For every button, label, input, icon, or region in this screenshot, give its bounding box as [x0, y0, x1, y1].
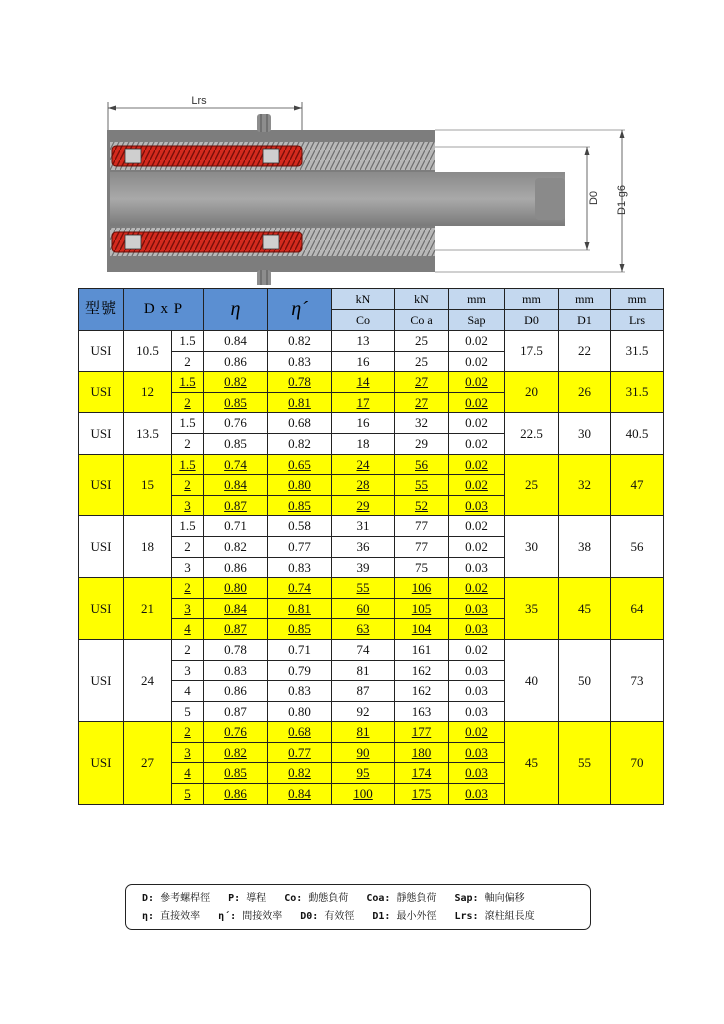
diameter-cell: 10.5 — [124, 331, 172, 372]
header-sub: Sap — [449, 310, 505, 331]
coa-cell: 175 — [395, 784, 449, 805]
legend-item: D1: 最小外徑 — [372, 911, 437, 922]
eta-prime-cell: 0.80 — [268, 701, 332, 722]
header-unit: mm — [505, 289, 559, 310]
eta-cell: 0.85 — [204, 392, 268, 413]
legend-item: D0: 有效徑 — [300, 911, 355, 922]
coa-cell: 174 — [395, 763, 449, 784]
pitch-cell: 3 — [172, 660, 204, 681]
lrs-cell: 64 — [611, 578, 664, 640]
table-row — [79, 331, 664, 352]
pitch-cell: 1.5 — [172, 372, 204, 393]
pitch-cell: 3 — [172, 495, 204, 516]
table-row — [79, 722, 664, 743]
lrs-cell: 31.5 — [611, 331, 664, 372]
eta-prime-cell: 0.78 — [268, 372, 332, 393]
sap-cell: 0.03 — [449, 619, 505, 640]
co-cell: 74 — [332, 639, 395, 660]
eta-cell: 0.78 — [204, 639, 268, 660]
pitch-cell: 2 — [172, 578, 204, 599]
pitch-cell: 4 — [172, 763, 204, 784]
eta-cell: 0.84 — [204, 598, 268, 619]
co-cell: 31 — [332, 516, 395, 537]
model-cell: USI — [79, 454, 124, 516]
diameter-cell: 24 — [124, 639, 172, 721]
eta-prime-cell: 0.85 — [268, 619, 332, 640]
co-cell: 63 — [332, 619, 395, 640]
eta-prime-cell: 0.74 — [268, 578, 332, 599]
lrs-cell: 31.5 — [611, 372, 664, 413]
header-unit: mm — [449, 289, 505, 310]
sap-cell: 0.03 — [449, 742, 505, 763]
pitch-cell: 2 — [172, 351, 204, 372]
pitch-cell: 2 — [172, 639, 204, 660]
pitch-cell: 2 — [172, 392, 204, 413]
d0-cell: 40 — [505, 639, 559, 721]
eta-cell: 0.87 — [204, 701, 268, 722]
diameter-cell: 15 — [124, 454, 172, 516]
pitch-cell: 2 — [172, 536, 204, 557]
header-sub: Co a — [395, 310, 449, 331]
sap-cell: 0.02 — [449, 331, 505, 352]
co-cell: 14 — [332, 372, 395, 393]
d1-cell: 26 — [559, 372, 611, 413]
eta-cell: 0.84 — [204, 331, 268, 352]
sap-cell: 0.02 — [449, 372, 505, 393]
header-unit: kN — [332, 289, 395, 310]
legend-item: D: 參考螺桿徑 — [142, 893, 211, 904]
co-cell: 90 — [332, 742, 395, 763]
d1-cell: 38 — [559, 516, 611, 578]
header-unit: kN — [395, 289, 449, 310]
d1-cell: 45 — [559, 578, 611, 640]
model-cell: USI — [79, 516, 124, 578]
diameter-cell: 13.5 — [124, 413, 172, 454]
coa-cell: 32 — [395, 413, 449, 434]
legend-item: Sap: 軸向偏移 — [454, 893, 525, 904]
d1-cell: 22 — [559, 331, 611, 372]
d0-cell: 45 — [505, 722, 559, 804]
eta-prime-cell: 0.71 — [268, 639, 332, 660]
eta-cell: 0.76 — [204, 413, 268, 434]
coa-cell: 162 — [395, 660, 449, 681]
lrs-cell: 56 — [611, 516, 664, 578]
eta-cell: 0.85 — [204, 433, 268, 454]
legend-item: Lrs: 滾柱組長度 — [454, 911, 535, 922]
eta-prime-cell: 0.82 — [268, 433, 332, 454]
pitch-cell: 1.5 — [172, 413, 204, 434]
eta-cell: 0.86 — [204, 351, 268, 372]
eta-cell: 0.87 — [204, 619, 268, 640]
screw-shaft — [110, 172, 565, 226]
coa-cell: 52 — [395, 495, 449, 516]
header-eta-prime: η´ — [268, 289, 332, 331]
eta-cell: 0.76 — [204, 722, 268, 743]
header-dxp: D x P — [124, 289, 204, 331]
sap-cell: 0.03 — [449, 495, 505, 516]
coa-cell: 106 — [395, 578, 449, 599]
d0-label: D0 — [588, 190, 600, 206]
d1-cell: 32 — [559, 454, 611, 516]
co-cell: 36 — [332, 536, 395, 557]
sap-cell: 0.03 — [449, 701, 505, 722]
co-cell: 60 — [332, 598, 395, 619]
diameter-cell: 12 — [124, 372, 172, 413]
coa-cell: 105 — [395, 598, 449, 619]
header-unit: mm — [559, 289, 611, 310]
eta-cell: 0.86 — [204, 557, 268, 578]
eta-prime-cell: 0.83 — [268, 351, 332, 372]
coa-cell: 55 — [395, 475, 449, 496]
co-cell: 17 — [332, 392, 395, 413]
eta-prime-cell: 0.58 — [268, 516, 332, 537]
eta-cell: 0.74 — [204, 454, 268, 475]
sap-cell: 0.02 — [449, 578, 505, 599]
eta-cell: 0.82 — [204, 372, 268, 393]
eta-cell: 0.87 — [204, 495, 268, 516]
lrs-cell: 70 — [611, 722, 664, 804]
coa-cell: 56 — [395, 454, 449, 475]
eta-prime-cell: 0.68 — [268, 722, 332, 743]
d0-cell: 20 — [505, 372, 559, 413]
pitch-cell: 3 — [172, 598, 204, 619]
roller-screw-cross-section — [95, 90, 655, 285]
sap-cell: 0.03 — [449, 784, 505, 805]
coa-cell: 77 — [395, 536, 449, 557]
lrs-label: Lrs — [191, 95, 207, 107]
table-row — [79, 639, 664, 660]
d0-cell: 22.5 — [505, 413, 559, 454]
table-row — [79, 372, 664, 393]
co-cell: 13 — [332, 331, 395, 352]
co-cell: 55 — [332, 578, 395, 599]
table-row — [79, 578, 664, 599]
table-body — [79, 331, 664, 805]
sap-cell: 0.03 — [449, 660, 505, 681]
eta-prime-cell: 0.68 — [268, 413, 332, 434]
legend-box — [125, 884, 591, 930]
eta-prime-cell: 0.77 — [268, 536, 332, 557]
model-cell: USI — [79, 722, 124, 804]
legend-item: η´: 間接效率 — [218, 911, 283, 922]
coa-cell: 163 — [395, 701, 449, 722]
sap-cell: 0.02 — [449, 351, 505, 372]
coa-cell: 161 — [395, 639, 449, 660]
pitch-cell: 5 — [172, 701, 204, 722]
model-cell: USI — [79, 578, 124, 640]
coa-cell: 29 — [395, 433, 449, 454]
co-cell: 16 — [332, 351, 395, 372]
eta-prime-cell: 0.83 — [268, 557, 332, 578]
eta-prime-cell: 0.83 — [268, 681, 332, 702]
pitch-cell: 1.5 — [172, 516, 204, 537]
model-cell: USI — [79, 413, 124, 454]
eta-cell: 0.83 — [204, 660, 268, 681]
header-eta: η — [204, 289, 268, 331]
co-cell: 16 — [332, 413, 395, 434]
diameter-cell: 21 — [124, 578, 172, 640]
pitch-cell: 4 — [172, 681, 204, 702]
d0-cell: 25 — [505, 454, 559, 516]
sap-cell: 0.02 — [449, 392, 505, 413]
co-cell: 24 — [332, 454, 395, 475]
co-cell: 100 — [332, 784, 395, 805]
eta-prime-cell: 0.65 — [268, 454, 332, 475]
eta-cell: 0.82 — [204, 536, 268, 557]
coa-cell: 75 — [395, 557, 449, 578]
sap-cell: 0.02 — [449, 454, 505, 475]
coa-cell: 180 — [395, 742, 449, 763]
coa-cell: 25 — [395, 351, 449, 372]
co-cell: 92 — [332, 701, 395, 722]
table-row — [79, 516, 664, 537]
coa-cell: 77 — [395, 516, 449, 537]
table-header — [79, 289, 664, 331]
eta-prime-cell: 0.79 — [268, 660, 332, 681]
model-cell: USI — [79, 331, 124, 372]
sap-cell: 0.03 — [449, 557, 505, 578]
eta-cell: 0.84 — [204, 475, 268, 496]
eta-cell: 0.80 — [204, 578, 268, 599]
pitch-cell: 3 — [172, 557, 204, 578]
lrs-cell: 47 — [611, 454, 664, 516]
pitch-cell: 4 — [172, 619, 204, 640]
d1-cell: 30 — [559, 413, 611, 454]
sap-cell: 0.02 — [449, 475, 505, 496]
co-cell: 29 — [332, 495, 395, 516]
coa-cell: 104 — [395, 619, 449, 640]
co-cell: 81 — [332, 722, 395, 743]
sap-cell: 0.03 — [449, 681, 505, 702]
d1-cell: 55 — [559, 722, 611, 804]
pitch-cell: 2 — [172, 433, 204, 454]
d0-cell: 17.5 — [505, 331, 559, 372]
legend-item: Coa: 靜態負荷 — [366, 893, 437, 904]
eta-cell: 0.86 — [204, 784, 268, 805]
eta-prime-cell: 0.84 — [268, 784, 332, 805]
sap-cell: 0.02 — [449, 722, 505, 743]
eta-prime-cell: 0.82 — [268, 763, 332, 784]
pitch-cell: 1.5 — [172, 454, 204, 475]
coa-cell: 162 — [395, 681, 449, 702]
d1-label: D1-g6 — [616, 185, 628, 215]
coa-cell: 27 — [395, 392, 449, 413]
eta-cell: 0.85 — [204, 763, 268, 784]
co-cell: 87 — [332, 681, 395, 702]
sap-cell: 0.03 — [449, 763, 505, 784]
co-cell: 81 — [332, 660, 395, 681]
legend-line-2 — [142, 908, 590, 926]
legend-item: Co: 動態負荷 — [284, 893, 349, 904]
co-cell: 28 — [332, 475, 395, 496]
header-unit: mm — [611, 289, 664, 310]
table-row — [79, 413, 664, 434]
header-sub: D1 — [559, 310, 611, 331]
coa-cell: 25 — [395, 331, 449, 352]
sap-cell: 0.02 — [449, 413, 505, 434]
table-row — [79, 454, 664, 475]
legend-item: P: 導程 — [228, 893, 267, 904]
legend-item: η: 直接效率 — [142, 911, 201, 922]
eta-prime-cell: 0.85 — [268, 495, 332, 516]
pitch-cell: 1.5 — [172, 331, 204, 352]
roller-screw-drawing — [95, 90, 655, 285]
flange-tab-top — [257, 114, 271, 132]
eta-cell: 0.82 — [204, 742, 268, 763]
eta-cell: 0.86 — [204, 681, 268, 702]
lrs-cell: 40.5 — [611, 413, 664, 454]
co-cell: 39 — [332, 557, 395, 578]
legend-line-1 — [142, 890, 590, 908]
eta-prime-cell: 0.81 — [268, 598, 332, 619]
header-sub: Co — [332, 310, 395, 331]
sap-cell: 0.02 — [449, 433, 505, 454]
pitch-cell: 5 — [172, 784, 204, 805]
pitch-cell: 2 — [172, 722, 204, 743]
eta-prime-cell: 0.80 — [268, 475, 332, 496]
header-sub: D0 — [505, 310, 559, 331]
eta-prime-cell: 0.77 — [268, 742, 332, 763]
coa-cell: 177 — [395, 722, 449, 743]
lrs-cell: 73 — [611, 639, 664, 721]
sap-cell: 0.03 — [449, 598, 505, 619]
sap-cell: 0.02 — [449, 516, 505, 537]
d0-cell: 30 — [505, 516, 559, 578]
model-cell: USI — [79, 639, 124, 721]
d1-cell: 50 — [559, 639, 611, 721]
header-model: 型號 — [79, 289, 124, 331]
eta-prime-cell: 0.82 — [268, 331, 332, 352]
co-cell: 95 — [332, 763, 395, 784]
eta-prime-cell: 0.81 — [268, 392, 332, 413]
specification-table — [78, 288, 664, 805]
d0-cell: 35 — [505, 578, 559, 640]
flange-tab-bottom — [257, 270, 271, 285]
pitch-cell: 3 — [172, 742, 204, 763]
diameter-cell: 27 — [124, 722, 172, 804]
pitch-cell: 2 — [172, 475, 204, 496]
coa-cell: 27 — [395, 372, 449, 393]
sap-cell: 0.02 — [449, 639, 505, 660]
header-sub: Lrs — [611, 310, 664, 331]
model-cell: USI — [79, 372, 124, 413]
eta-cell: 0.71 — [204, 516, 268, 537]
co-cell: 18 — [332, 433, 395, 454]
diameter-cell: 18 — [124, 516, 172, 578]
sap-cell: 0.02 — [449, 536, 505, 557]
